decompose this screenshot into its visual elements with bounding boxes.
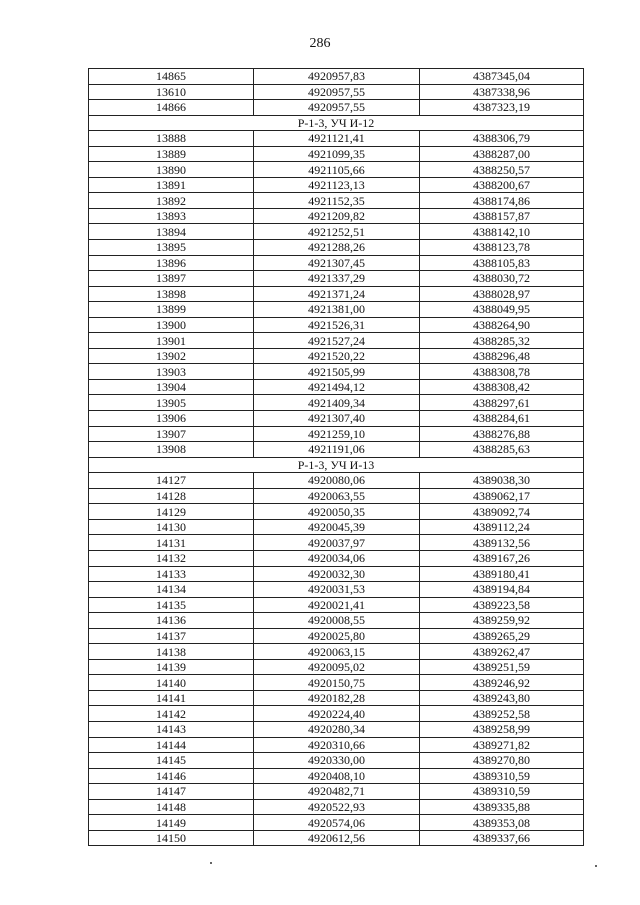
x-coordinate-cell: 4920408,10 xyxy=(254,768,420,784)
point-number-cell: 13906 xyxy=(89,411,254,427)
y-coordinate-cell: 4388285,32 xyxy=(420,333,584,349)
table-row xyxy=(89,535,584,551)
y-coordinate-cell: 4388030,72 xyxy=(420,271,584,287)
point-number-cell: 14149 xyxy=(89,815,254,831)
x-coordinate-cell: 4921105,66 xyxy=(254,162,420,178)
x-coordinate-cell: 4921337,29 xyxy=(254,271,420,287)
y-coordinate-cell: 4389335,88 xyxy=(420,799,584,815)
table-row xyxy=(89,721,584,737)
point-number-cell: 13891 xyxy=(89,177,254,193)
scan-speck xyxy=(210,862,212,864)
table-row xyxy=(89,224,584,240)
table-row xyxy=(89,737,584,753)
table-row xyxy=(89,162,584,178)
y-coordinate-cell: 4388142,10 xyxy=(420,224,584,240)
point-number-cell: 13898 xyxy=(89,286,254,302)
x-coordinate-cell: 4920522,93 xyxy=(254,799,420,815)
x-coordinate-cell: 4921191,06 xyxy=(254,442,420,458)
table-row xyxy=(89,395,584,411)
table-row xyxy=(89,799,584,815)
y-coordinate-cell: 4388264,90 xyxy=(420,317,584,333)
y-coordinate-cell: 4389259,92 xyxy=(420,613,584,629)
x-coordinate-cell: 4920095,02 xyxy=(254,659,420,675)
y-coordinate-cell: 4388157,87 xyxy=(420,208,584,224)
point-number-cell: 14139 xyxy=(89,659,254,675)
point-number-cell: 13893 xyxy=(89,208,254,224)
point-number-cell: 13903 xyxy=(89,364,254,380)
x-coordinate-cell: 4921494,12 xyxy=(254,379,420,395)
y-coordinate-cell: 4389258,99 xyxy=(420,721,584,737)
x-coordinate-cell: 4920574,06 xyxy=(254,815,420,831)
x-coordinate-cell: 4920182,28 xyxy=(254,690,420,706)
x-coordinate-cell: 4921371,24 xyxy=(254,286,420,302)
x-coordinate-cell: 4920957,55 xyxy=(254,100,420,116)
y-coordinate-cell: 4389251,59 xyxy=(420,659,584,675)
point-number-cell: 13892 xyxy=(89,193,254,209)
table-row xyxy=(89,690,584,706)
table-row xyxy=(89,659,584,675)
point-number-cell: 14132 xyxy=(89,550,254,566)
point-number-cell: 14140 xyxy=(89,675,254,691)
x-coordinate-cell: 4921209,82 xyxy=(254,208,420,224)
x-coordinate-cell: 4920008,55 xyxy=(254,613,420,629)
y-coordinate-cell: 4389112,24 xyxy=(420,519,584,535)
point-number-cell: 14127 xyxy=(89,473,254,489)
point-number-cell: 13894 xyxy=(89,224,254,240)
y-coordinate-cell: 4388174,86 xyxy=(420,193,584,209)
section-header-row xyxy=(89,115,584,131)
table-row xyxy=(89,504,584,520)
x-coordinate-cell: 4921152,35 xyxy=(254,193,420,209)
y-coordinate-cell: 4388250,57 xyxy=(420,162,584,178)
x-coordinate-cell: 4920025,80 xyxy=(254,628,420,644)
point-number-cell: 13889 xyxy=(89,146,254,162)
y-coordinate-cell: 4389194,84 xyxy=(420,582,584,598)
table-row xyxy=(89,706,584,722)
y-coordinate-cell: 4388287,00 xyxy=(420,146,584,162)
y-coordinate-cell: 4388308,78 xyxy=(420,364,584,380)
table-row xyxy=(89,302,584,318)
x-coordinate-cell: 4920063,15 xyxy=(254,644,420,660)
point-number-cell: 13895 xyxy=(89,240,254,256)
table-row xyxy=(89,566,584,582)
y-coordinate-cell: 4389167,26 xyxy=(420,550,584,566)
table-row xyxy=(89,333,584,349)
y-coordinate-cell: 4388308,42 xyxy=(420,379,584,395)
y-coordinate-cell: 4389265,29 xyxy=(420,628,584,644)
x-coordinate-cell: 4921505,99 xyxy=(254,364,420,380)
table-row xyxy=(89,753,584,769)
x-coordinate-cell: 4920021,41 xyxy=(254,597,420,613)
y-coordinate-cell: 4387338,96 xyxy=(420,84,584,100)
table-row xyxy=(89,488,584,504)
x-coordinate-cell: 4921409,34 xyxy=(254,395,420,411)
point-number-cell: 13907 xyxy=(89,426,254,442)
point-number-cell: 13902 xyxy=(89,348,254,364)
x-coordinate-cell: 4921252,51 xyxy=(254,224,420,240)
y-coordinate-cell: 4388028,97 xyxy=(420,286,584,302)
y-coordinate-cell: 4389092,74 xyxy=(420,504,584,520)
point-number-cell: 14142 xyxy=(89,706,254,722)
x-coordinate-cell: 4920612,56 xyxy=(254,830,420,846)
point-number-cell: 14136 xyxy=(89,613,254,629)
point-number-cell: 14144 xyxy=(89,737,254,753)
point-number-cell: 14138 xyxy=(89,644,254,660)
point-number-cell: 14865 xyxy=(89,69,254,85)
y-coordinate-cell: 4389223,58 xyxy=(420,597,584,613)
x-coordinate-cell: 4921526,31 xyxy=(254,317,420,333)
y-coordinate-cell: 4389062,17 xyxy=(420,488,584,504)
x-coordinate-cell: 4920310,66 xyxy=(254,737,420,753)
coordinates-table-body xyxy=(89,69,584,846)
x-coordinate-cell: 4920957,55 xyxy=(254,84,420,100)
x-coordinate-cell: 4920034,06 xyxy=(254,550,420,566)
table-row xyxy=(89,613,584,629)
table-row xyxy=(89,146,584,162)
table-row xyxy=(89,100,584,116)
table-row xyxy=(89,364,584,380)
table-row xyxy=(89,286,584,302)
point-number-cell: 14147 xyxy=(89,784,254,800)
table-row xyxy=(89,317,584,333)
point-number-cell: 14137 xyxy=(89,628,254,644)
y-coordinate-cell: 4389038,30 xyxy=(420,473,584,489)
point-number-cell: 13896 xyxy=(89,255,254,271)
point-number-cell: 14150 xyxy=(89,830,254,846)
x-coordinate-cell: 4920031,53 xyxy=(254,582,420,598)
page-number: 286 xyxy=(309,36,331,51)
point-number-cell: 13899 xyxy=(89,302,254,318)
table-row xyxy=(89,784,584,800)
x-coordinate-cell: 4920280,34 xyxy=(254,721,420,737)
point-number-cell: 13904 xyxy=(89,379,254,395)
point-number-cell: 13888 xyxy=(89,131,254,147)
x-coordinate-cell: 4921121,41 xyxy=(254,131,420,147)
y-coordinate-cell: 4388105,83 xyxy=(420,255,584,271)
x-coordinate-cell: 4921307,40 xyxy=(254,411,420,427)
point-number-cell: 14130 xyxy=(89,519,254,535)
y-coordinate-cell: 4388049,95 xyxy=(420,302,584,318)
y-coordinate-cell: 4389132,56 xyxy=(420,535,584,551)
table-row xyxy=(89,208,584,224)
point-number-cell: 14148 xyxy=(89,799,254,815)
point-number-cell: 14141 xyxy=(89,690,254,706)
y-coordinate-cell: 4388297,61 xyxy=(420,395,584,411)
table-row xyxy=(89,644,584,660)
point-number-cell: 14866 xyxy=(89,100,254,116)
x-coordinate-cell: 4921259,10 xyxy=(254,426,420,442)
y-coordinate-cell: 4389246,92 xyxy=(420,675,584,691)
coordinates-table xyxy=(88,68,584,846)
table-row xyxy=(89,193,584,209)
table-row xyxy=(89,84,584,100)
x-coordinate-cell: 4920037,97 xyxy=(254,535,420,551)
x-coordinate-cell: 4920224,40 xyxy=(254,706,420,722)
section-header-row xyxy=(89,457,584,473)
point-number-cell: 14146 xyxy=(89,768,254,784)
table-row xyxy=(89,411,584,427)
point-number-cell: 13897 xyxy=(89,271,254,287)
y-coordinate-cell: 4389310,59 xyxy=(420,784,584,800)
point-number-cell: 14145 xyxy=(89,753,254,769)
x-coordinate-cell: 4920482,71 xyxy=(254,784,420,800)
y-coordinate-cell: 4387323,19 xyxy=(420,100,584,116)
y-coordinate-cell: 4389310,59 xyxy=(420,768,584,784)
y-coordinate-cell: 4388200,67 xyxy=(420,177,584,193)
table-row xyxy=(89,131,584,147)
x-coordinate-cell: 4920045,39 xyxy=(254,519,420,535)
y-coordinate-cell: 4389353,08 xyxy=(420,815,584,831)
y-coordinate-cell: 4388276,88 xyxy=(420,426,584,442)
point-number-cell: 13610 xyxy=(89,84,254,100)
table-row xyxy=(89,177,584,193)
x-coordinate-cell: 4921520,22 xyxy=(254,348,420,364)
point-number-cell: 13905 xyxy=(89,395,254,411)
table-row xyxy=(89,582,584,598)
point-number-cell: 14143 xyxy=(89,721,254,737)
y-coordinate-cell: 4389270,80 xyxy=(420,753,584,769)
y-coordinate-cell: 4388306,79 xyxy=(420,131,584,147)
x-coordinate-cell: 4921381,00 xyxy=(254,302,420,318)
x-coordinate-cell: 4921527,24 xyxy=(254,333,420,349)
table-row xyxy=(89,519,584,535)
table-row xyxy=(89,675,584,691)
table-row xyxy=(89,271,584,287)
x-coordinate-cell: 4920032,30 xyxy=(254,566,420,582)
x-coordinate-cell: 4920063,55 xyxy=(254,488,420,504)
y-coordinate-cell: 4387345,04 xyxy=(420,69,584,85)
point-number-cell: 14131 xyxy=(89,535,254,551)
x-coordinate-cell: 4920080,06 xyxy=(254,473,420,489)
table-row xyxy=(89,628,584,644)
table-row xyxy=(89,768,584,784)
y-coordinate-cell: 4389337,66 xyxy=(420,830,584,846)
point-number-cell: 13900 xyxy=(89,317,254,333)
table-row xyxy=(89,240,584,256)
x-coordinate-cell: 4920330,00 xyxy=(254,753,420,769)
y-coordinate-cell: 4388123,78 xyxy=(420,240,584,256)
x-coordinate-cell: 4921123,13 xyxy=(254,177,420,193)
x-coordinate-cell: 4920957,83 xyxy=(254,69,420,85)
table-row xyxy=(89,830,584,846)
table-row xyxy=(89,379,584,395)
point-number-cell: 14129 xyxy=(89,504,254,520)
y-coordinate-cell: 4389243,80 xyxy=(420,690,584,706)
scan-speck xyxy=(595,865,597,867)
y-coordinate-cell: 4389180,41 xyxy=(420,566,584,582)
table-row xyxy=(89,426,584,442)
table-row xyxy=(89,815,584,831)
y-coordinate-cell: 4389271,82 xyxy=(420,737,584,753)
x-coordinate-cell: 4920150,75 xyxy=(254,675,420,691)
point-number-cell: 14134 xyxy=(89,582,254,598)
table-row xyxy=(89,473,584,489)
table-row xyxy=(89,255,584,271)
table-row xyxy=(89,550,584,566)
y-coordinate-cell: 4388284,61 xyxy=(420,411,584,427)
point-number-cell: 13908 xyxy=(89,442,254,458)
x-coordinate-cell: 4921288,26 xyxy=(254,240,420,256)
section-label: Р-1-3, УЧ И-12 xyxy=(89,115,584,131)
y-coordinate-cell: 4389252,58 xyxy=(420,706,584,722)
point-number-cell: 14128 xyxy=(89,488,254,504)
point-number-cell: 14133 xyxy=(89,566,254,582)
point-number-cell: 13901 xyxy=(89,333,254,349)
y-coordinate-cell: 4389262,47 xyxy=(420,644,584,660)
y-coordinate-cell: 4388285,63 xyxy=(420,442,584,458)
y-coordinate-cell: 4388296,48 xyxy=(420,348,584,364)
x-coordinate-cell: 4920050,35 xyxy=(254,504,420,520)
section-label: Р-1-3, УЧ И-13 xyxy=(89,457,584,473)
point-number-cell: 14135 xyxy=(89,597,254,613)
table-row xyxy=(89,348,584,364)
table-row xyxy=(89,69,584,85)
table-row xyxy=(89,597,584,613)
point-number-cell: 13890 xyxy=(89,162,254,178)
x-coordinate-cell: 4921307,45 xyxy=(254,255,420,271)
x-coordinate-cell: 4921099,35 xyxy=(254,146,420,162)
table-row xyxy=(89,442,584,458)
